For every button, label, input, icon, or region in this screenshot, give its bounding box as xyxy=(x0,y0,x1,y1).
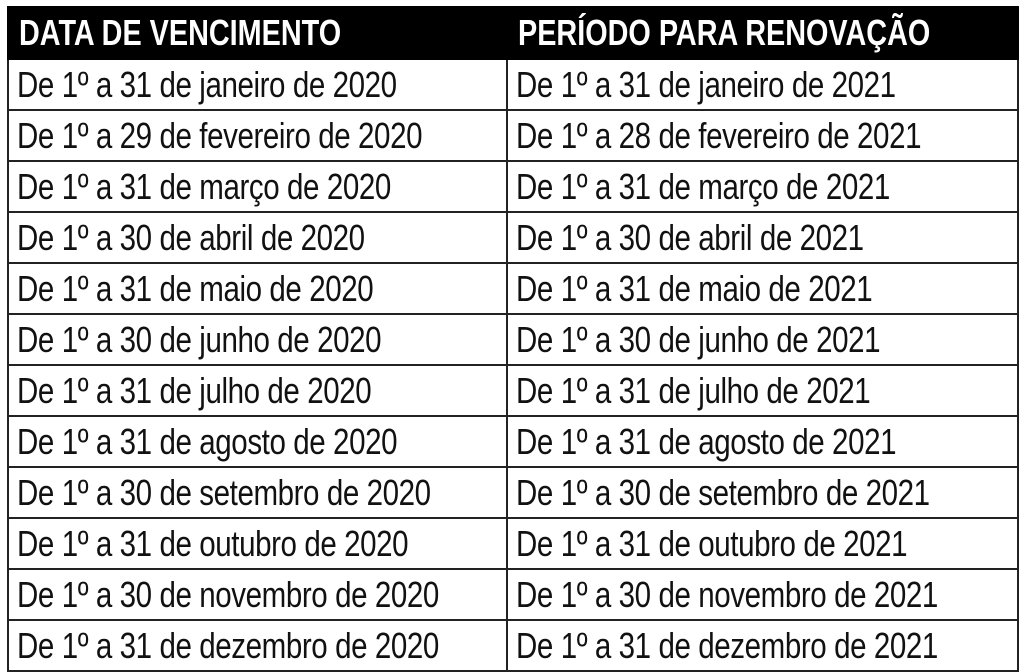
table-row xyxy=(8,620,1018,671)
due-date-cell xyxy=(8,110,507,161)
table-row xyxy=(8,212,1018,263)
table-header xyxy=(8,7,1018,59)
due-date-cell xyxy=(8,263,507,314)
renewal-period-cell xyxy=(507,59,1018,110)
renewal-table xyxy=(7,6,1019,672)
due-date-cell xyxy=(8,416,507,467)
due-date-cell xyxy=(8,314,507,365)
table-row xyxy=(8,263,1018,314)
due-date-cell xyxy=(8,569,507,620)
renewal-period-text: De 1º a 31 de julho de 2021 xyxy=(516,369,871,411)
table-row xyxy=(8,161,1018,212)
due-date-text: De 1º a 31 de março de 2020 xyxy=(17,165,391,207)
renewal-period-text: De 1º a 30 de setembro de 2021 xyxy=(516,471,930,513)
due-date-cell xyxy=(8,518,507,569)
header-due-date-label: DATA DE VENCIMENTO xyxy=(19,12,342,53)
due-date-text: De 1º a 30 de setembro de 2020 xyxy=(17,471,431,513)
renewal-period-text: De 1º a 28 de fevereiro de 2021 xyxy=(516,114,922,156)
header-row xyxy=(8,7,1018,59)
table-body xyxy=(8,59,1018,671)
renewal-period-cell xyxy=(507,569,1018,620)
header-due-date xyxy=(8,7,507,59)
table-row xyxy=(8,518,1018,569)
table-row xyxy=(8,416,1018,467)
header-renewal-period-label: PERÍODO PARA RENOVAÇÃO xyxy=(518,12,931,53)
renewal-period-cell xyxy=(507,161,1018,212)
due-date-cell xyxy=(8,59,507,110)
renewal-period-cell xyxy=(507,467,1018,518)
renewal-period-cell xyxy=(507,365,1018,416)
renewal-period-text: De 1º a 31 de outubro de 2021 xyxy=(516,522,908,564)
renewal-period-text: De 1º a 31 de agosto de 2021 xyxy=(516,420,897,462)
renewal-period-text: De 1º a 31 de janeiro de 2021 xyxy=(516,63,896,105)
due-date-text: De 1º a 30 de junho de 2020 xyxy=(17,318,382,360)
renewal-period-cell xyxy=(507,314,1018,365)
due-date-text: De 1º a 31 de dezembro de 2020 xyxy=(17,624,439,666)
due-date-cell xyxy=(8,620,507,671)
table-row xyxy=(8,365,1018,416)
renewal-period-cell xyxy=(507,416,1018,467)
renewal-period-cell xyxy=(507,212,1018,263)
due-date-text: De 1º a 30 de novembro de 2020 xyxy=(17,573,439,615)
table-row xyxy=(8,569,1018,620)
table-row xyxy=(8,314,1018,365)
table-row xyxy=(8,59,1018,110)
due-date-text: De 1º a 29 de fevereiro de 2020 xyxy=(17,114,423,156)
table-row xyxy=(8,110,1018,161)
due-date-text: De 1º a 30 de abril de 2020 xyxy=(17,216,365,258)
due-date-text: De 1º a 31 de janeiro de 2020 xyxy=(17,63,397,105)
renewal-period-cell xyxy=(507,620,1018,671)
renewal-period-text: De 1º a 31 de maio de 2021 xyxy=(516,267,873,309)
renewal-period-cell xyxy=(507,110,1018,161)
renewal-table-container xyxy=(7,6,1017,666)
due-date-cell xyxy=(8,467,507,518)
table-row xyxy=(8,467,1018,518)
header-renewal-period xyxy=(507,7,1018,59)
due-date-cell xyxy=(8,161,507,212)
renewal-period-cell xyxy=(507,518,1018,569)
due-date-text: De 1º a 31 de julho de 2020 xyxy=(17,369,372,411)
due-date-cell xyxy=(8,212,507,263)
renewal-period-cell xyxy=(507,263,1018,314)
renewal-period-text: De 1º a 31 de março de 2021 xyxy=(516,165,890,207)
renewal-period-text: De 1º a 31 de dezembro de 2021 xyxy=(516,624,938,666)
due-date-text: De 1º a 31 de outubro de 2020 xyxy=(17,522,409,564)
renewal-period-text: De 1º a 30 de abril de 2021 xyxy=(516,216,864,258)
due-date-text: De 1º a 31 de agosto de 2020 xyxy=(17,420,398,462)
due-date-text: De 1º a 31 de maio de 2020 xyxy=(17,267,374,309)
due-date-cell xyxy=(8,365,507,416)
renewal-period-text: De 1º a 30 de novembro de 2021 xyxy=(516,573,938,615)
renewal-period-text: De 1º a 30 de junho de 2021 xyxy=(516,318,881,360)
